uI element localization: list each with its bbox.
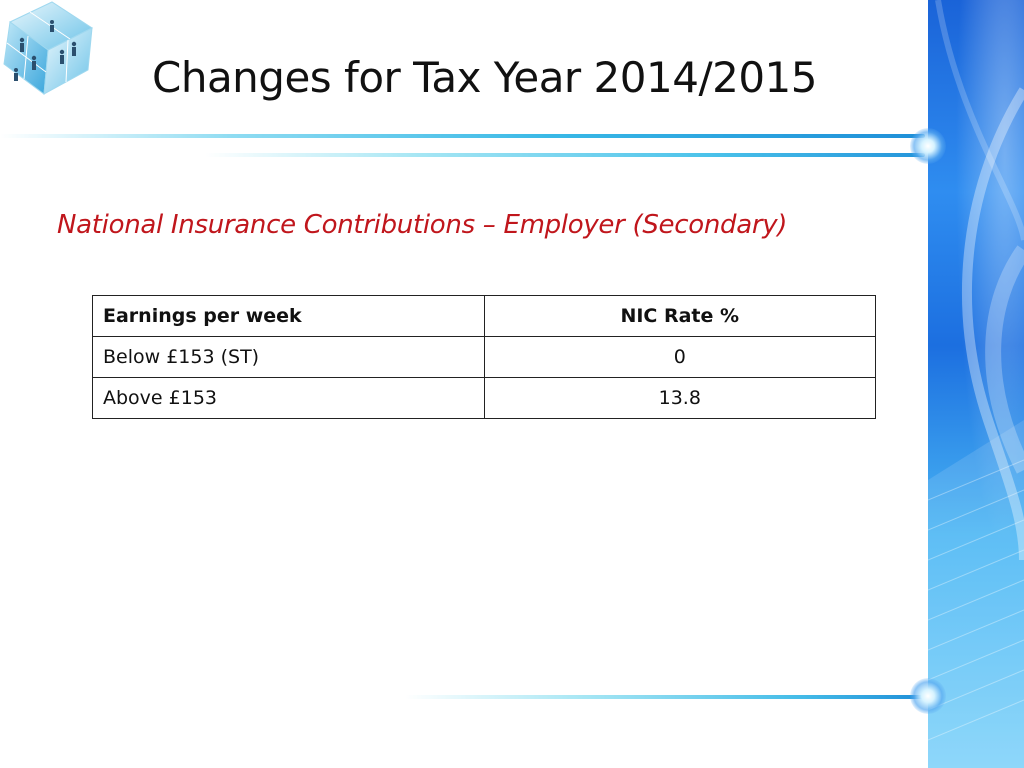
decorative-line-second (205, 153, 925, 157)
cell-earnings: Above £153 (93, 378, 485, 419)
cell-rate: 0 (484, 337, 875, 378)
header-earnings: Earnings per week (93, 296, 485, 337)
nic-rate-table (92, 295, 876, 419)
decorative-side-panel (928, 0, 1024, 768)
people-cube-logo-icon (0, 0, 96, 96)
cell-earnings: Below £153 (ST) (93, 337, 485, 378)
glow-dot-bottom (910, 678, 946, 714)
cell-rate: 13.8 (484, 378, 875, 419)
table-header-row (93, 296, 876, 337)
header-nic-rate: NIC Rate % (484, 296, 875, 337)
glow-dot-top (910, 128, 946, 164)
table-row (93, 337, 876, 378)
table-row (93, 378, 876, 419)
section-subtitle: National Insurance Contributions – Employer (Secondary) (57, 210, 788, 240)
decorative-line-top (0, 134, 925, 138)
slide-title: Changes for Tax Year 2014/2015 (152, 53, 817, 102)
decorative-line-bottom (405, 695, 925, 699)
